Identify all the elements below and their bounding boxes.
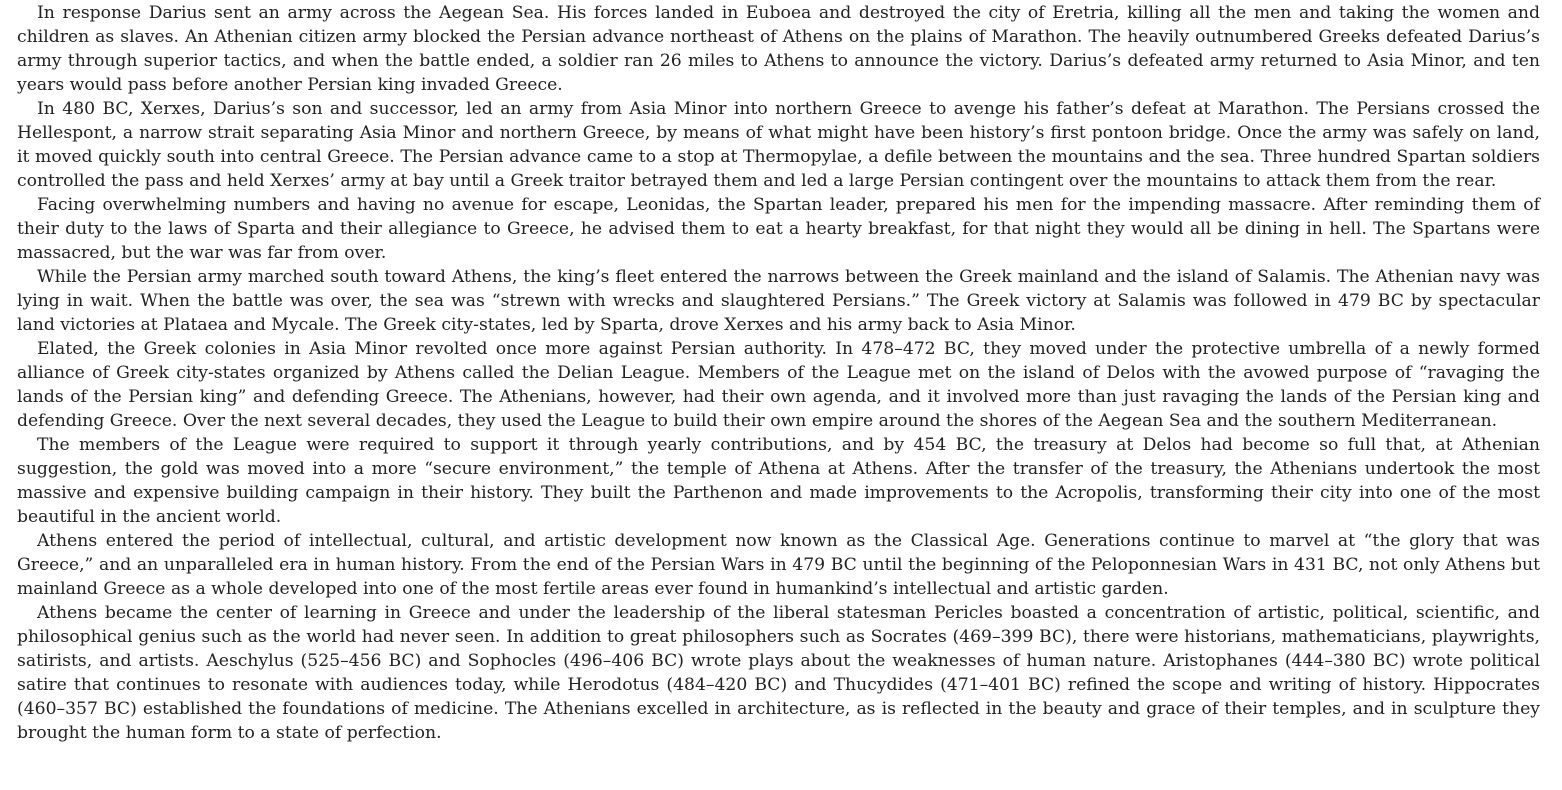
paragraph-leonidas: Facing overwhelming numbers and having no avenue for escape, Leonidas, the Spartan leader, prepared his men for the impending massacre. After reminding them of their duty to the laws of Sparta and their allegiance to Greece, he advised them to eat a hearty breakfast, for that night they would all be dining in hell. The Spartans were massacred, but the war was far from over. [17,195,1540,263]
paragraph-xerxes-campaign: In 480 BC, Xerxes, Darius’s son and successor, led an army from Asia Minor into northern Greece to avenge his father’s defeat at Marathon. The Persians crossed the Hellespont, a narrow strait separating Asia Minor and northern Greece, by means of what might have been history’s first pontoon bridge. Once the army was safely on land, it moved quickly south into central Greece. The Persian advance came to a stop at Thermopylae, a defile between the mountains and the sea. Three hundred Spartan soldiers controlled the pass and held Xerxes’ army at bay until a Greek traitor betrayed them and led a large Persian contingent over the mountains to attack them from the rear. [17,99,1540,191]
paragraph-darius-invasion: In response Darius sent an army across the Aegean Sea. His forces landed in Euboea and destroyed the city of Eretria, killing all the men and taking the women and children as slaves. An Athenian citizen army blocked the Persian advance northeast of Athens on the plains of Marathon. The heavily outnumbered Greeks defeated Darius’s army through superior tactics, and when the battle ended, a soldier ran 26 miles to Athens to announce the victory. Darius’s defeated army returned to Asia Minor, and ten years would pass before another Persian king invaded Greece. [17,3,1540,95]
paragraph-classical-age: Athens entered the period of intellectual, cultural, and artistic development now known as the Classical Age. Generations continue to marvel at “the glory that was Greece,” and an unparalleled era in human history. From the end of the Persian Wars in 479 BC until the beginning of the Peloponnesian Wars in 431 BC, not only Athens but mainland Greece as a whole developed into one of the most fertile areas ever found in humankind’s intellectual and artistic garden. [17,531,1540,599]
paragraph-delian-league: Elated, the Greek colonies in Asia Minor revolted once more against Persian authority. In 478–472 BC, they moved under the protective umbrella of a newly formed alliance of Greek city-states organized by Athens called the Delian League. Members of the League met on the island of Delos with the avowed purpose of “ravaging the lands of the Persian king” and defending Greece. The Athenians, however, had their own agenda, and it involved more than just ravaging the lands of the Persian king and defending Greece. Over the next several decades, they used the League to build their own empire around the shores of the Aegean Sea and the southern Mediterranean. [17,339,1540,431]
paragraph-pericles: Athens became the center of learning in Greece and under the leadership of the liberal statesman Pericles boasted a concentration of artistic, political, scientific, and philosophical genius such as the world had never seen. In addition to great philosophers such as Socrates (469–399 BC), there were historians, mathematicians, playwrights, satirists, and artists. Aeschylus (525–456 BC) and Sophocles (496–406 BC) wrote plays about the weaknesses of human nature. Aristophanes (444–380 BC) wrote political satire that continues to resonate with audiences today, while Herodotus (484–420 BC) and Thucydides (471–401 BC) refined the scope and writing of history. Hippocrates (460–357 BC) established the foundations of medicine. The Athenians excelled in architecture, as is reflected in the beauty and grace of their temples, and in sculpture they brought the human form to a state of perfection. [17,603,1540,743]
paragraph-treasury: The members of the League were required to support it through yearly contributions, and by 454 BC, the treasury at Delos had become so full that, at Athenian suggestion, the gold was moved into a more “secure environment,” the temple of Athena at Athens. After the transfer of the treasury, the Athenians undertook the most massive and expensive building campaign in their history. They built the Parthenon and made improvements to the Acropolis, transforming their city into one of the most beautiful in the ancient world. [17,435,1540,527]
paragraph-salamis: While the Persian army marched south toward Athens, the king’s fleet entered the narrows between the Greek mainland and the island of Salamis. The Athenian navy was lying in wait. When the battle was over, the sea was “strewn with wrecks and slaughtered Persians.” The Greek victory at Salamis was followed in 479 BC by spectacular land victories at Plataea and Mycale. The Greek city-states, led by Sparta, drove Xerxes and his army back to Asia Minor. [17,267,1540,335]
